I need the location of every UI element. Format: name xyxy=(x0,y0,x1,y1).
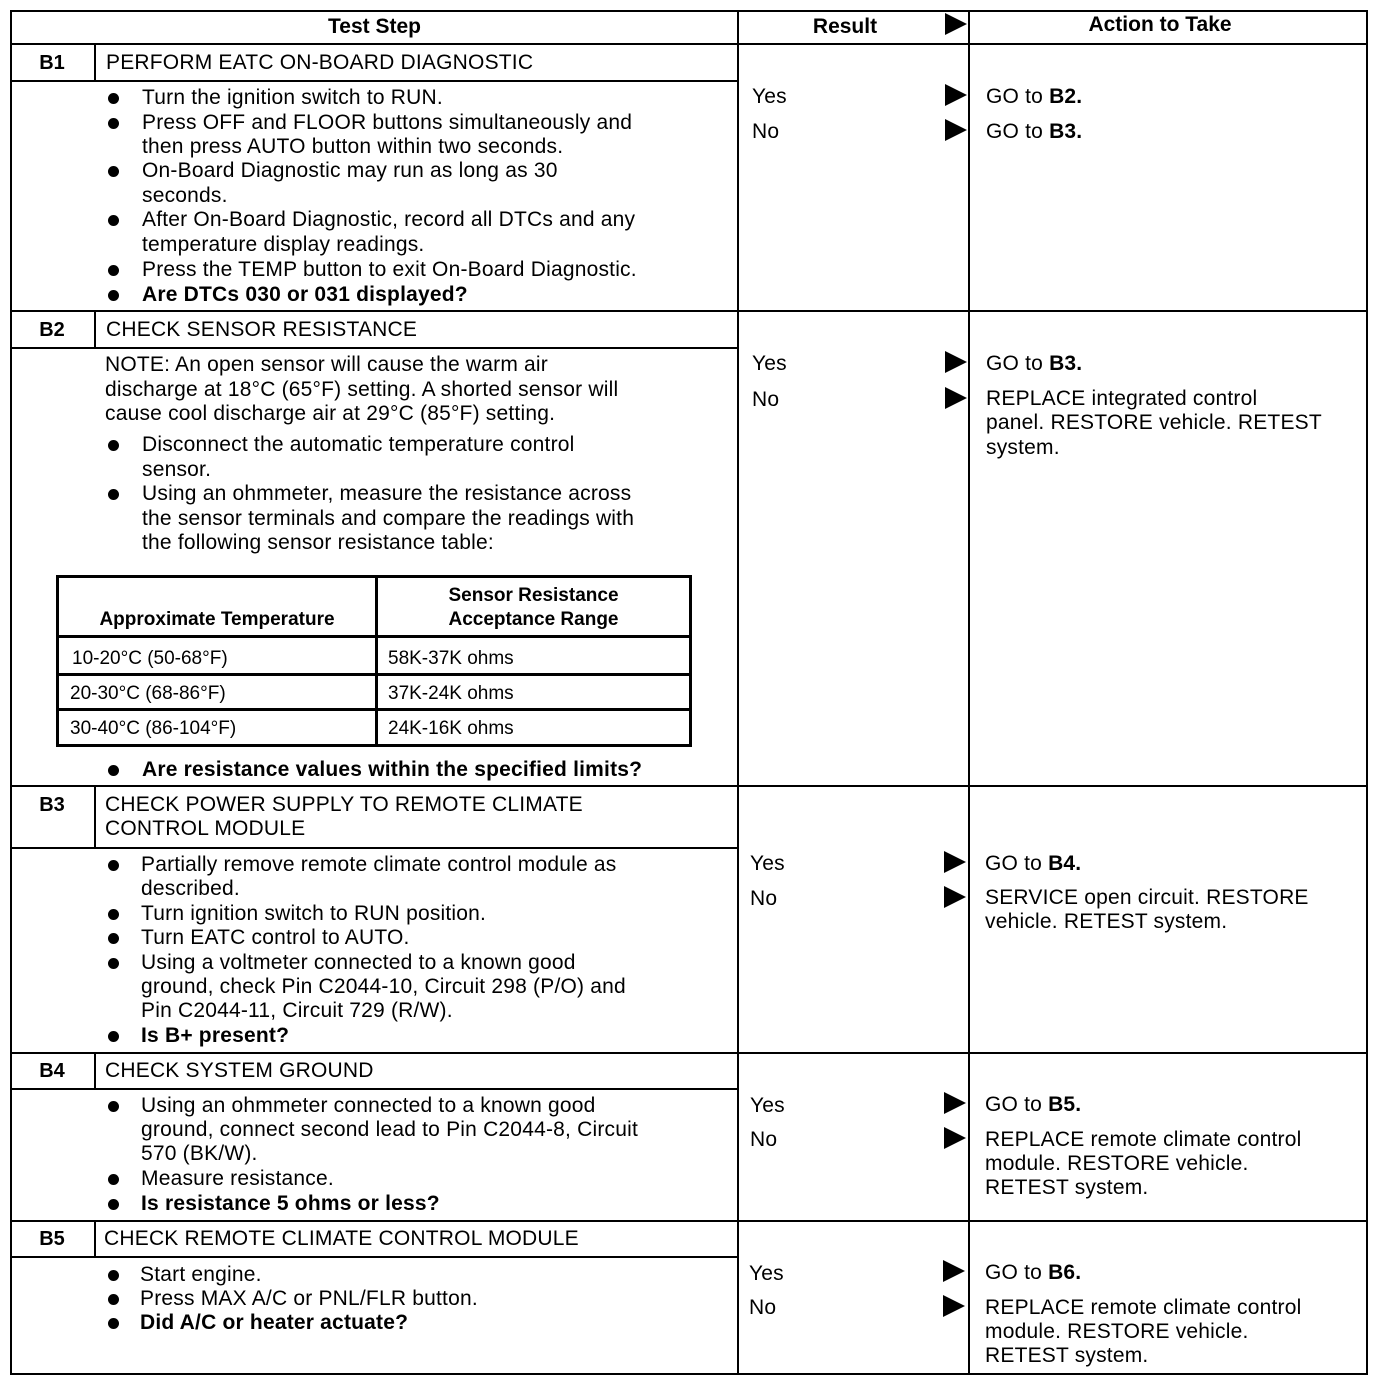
bullet-text: Using an ohmmeter connected to a known good xyxy=(141,1094,596,1117)
bullet-text: the sensor terminals and compare the readings with xyxy=(142,507,635,530)
step-title: CHECK REMOTE CLIMATE CONTROL MODULE xyxy=(104,1227,579,1250)
bullet-text: Measure resistance. xyxy=(141,1167,334,1190)
bullet-icon xyxy=(108,1031,119,1042)
bullet-icon xyxy=(108,765,119,776)
step-title: PERFORM EATC ON-BOARD DIAGNOSTIC xyxy=(106,51,534,74)
bullet-text: temperature display readings. xyxy=(142,233,425,256)
arrow-icon xyxy=(944,1092,966,1114)
result-no: No xyxy=(752,388,780,411)
table-cell: 58K-37K ohms xyxy=(388,648,514,669)
step-title: CHECK SYSTEM GROUND xyxy=(105,1059,374,1082)
header-arrow-icon xyxy=(945,13,967,35)
step-question: Did A/C or heater actuate? xyxy=(140,1311,409,1334)
action-yes: GO to B2. xyxy=(986,85,1083,108)
note-text: cause cool discharge air at 29°C (85°F) setting. xyxy=(105,402,556,425)
action-no: panel. RESTORE vehicle. RETEST xyxy=(986,411,1322,434)
bullet-icon xyxy=(108,440,119,451)
result-yes: Yes xyxy=(752,85,787,108)
bullet-icon xyxy=(108,118,119,129)
table-header-resistance: Acceptance Range xyxy=(448,609,619,630)
step-title: CONTROL MODULE xyxy=(105,817,306,840)
bullet-text: Using an ohmmeter, measure the resistance across xyxy=(142,482,632,505)
bullet-text: Turn the ignition switch to RUN. xyxy=(142,86,443,109)
bullet-icon xyxy=(108,1199,119,1210)
bullet-text: Press MAX A/C or PNL/FLR button. xyxy=(140,1287,478,1310)
bullet-text: Turn ignition switch to RUN position. xyxy=(141,902,487,925)
step-question: Is B+ present? xyxy=(141,1024,290,1047)
step-title: CHECK SENSOR RESISTANCE xyxy=(106,318,418,341)
bullet-icon xyxy=(108,909,119,920)
step-id: B3 xyxy=(39,794,65,816)
bullet-text: 570 (BK/W). xyxy=(141,1142,258,1165)
arrow-icon xyxy=(945,84,967,106)
action-no: REPLACE integrated control xyxy=(986,387,1258,410)
bullet-text: Disconnect the automatic temperature control xyxy=(142,433,575,456)
table-cell: 24K-16K ohms xyxy=(388,718,514,739)
bullet-icon xyxy=(108,93,119,104)
bullet-text: Partially remove remote climate control module as xyxy=(141,853,617,876)
bullet-text: Turn EATC control to AUTO. xyxy=(141,926,410,949)
action-no: RETEST system. xyxy=(985,1344,1149,1367)
step-question: Are DTCs 030 or 031 displayed? xyxy=(142,283,468,306)
action-no: SERVICE open circuit. RESTORE xyxy=(985,886,1309,909)
arrow-icon xyxy=(944,1127,966,1149)
table-cell: 37K-24K ohms xyxy=(388,683,514,704)
arrow-icon xyxy=(945,119,967,141)
action-no: module. RESTORE vehicle. xyxy=(985,1152,1249,1175)
result-yes: Yes xyxy=(750,852,785,875)
bullet-text: then press AUTO button within two seconds. xyxy=(142,135,564,158)
result-yes: Yes xyxy=(749,1262,784,1285)
bullet-icon xyxy=(108,290,119,301)
action-no: RETEST system. xyxy=(985,1176,1149,1199)
bullet-icon xyxy=(108,215,119,226)
bullet-icon xyxy=(108,958,119,969)
bullet-icon xyxy=(108,166,119,177)
arrow-icon xyxy=(945,387,967,409)
bullet-text: the following sensor resistance table: xyxy=(142,531,494,554)
result-no: No xyxy=(749,1296,777,1319)
bullet-icon xyxy=(108,1318,119,1329)
step-id: B5 xyxy=(39,1228,65,1250)
action-no: vehicle. RETEST system. xyxy=(985,910,1228,933)
bullet-text: seconds. xyxy=(142,184,228,207)
result-yes: Yes xyxy=(752,352,787,375)
bullet-text: After On-Board Diagnostic, record all DTCs and any xyxy=(142,208,636,231)
action-no: system. xyxy=(986,436,1060,459)
bullet-text: ground, check Pin C2044-10, Circuit 298 (P/O) and xyxy=(141,975,626,998)
bullet-icon xyxy=(108,1174,119,1185)
action-yes: GO to B3. xyxy=(986,352,1083,375)
bullet-text: Press the TEMP button to exit On-Board Diagnostic. xyxy=(142,258,637,281)
arrow-icon xyxy=(944,886,966,908)
action-no: module. RESTORE vehicle. xyxy=(985,1320,1249,1343)
bullet-icon xyxy=(108,489,119,500)
bullet-text: Pin C2044-11, Circuit 729 (R/W). xyxy=(141,999,453,1022)
result-no: No xyxy=(752,120,780,143)
note-text: discharge at 18°C (65°F) setting. A shorted sensor will xyxy=(105,378,619,401)
step-id: B2 xyxy=(39,319,65,341)
table-header-temperature: Approximate Temperature xyxy=(99,609,335,630)
header-result: Result xyxy=(812,15,878,38)
step-title: CHECK POWER SUPPLY TO REMOTE CLIMATE xyxy=(105,793,583,816)
step-id: B1 xyxy=(39,52,65,74)
result-no: No xyxy=(750,1128,778,1151)
bullet-text: Start engine. xyxy=(140,1263,262,1286)
bullet-text: Using a voltmeter connected to a known good xyxy=(141,951,576,974)
bullet-icon xyxy=(108,933,119,944)
action-no: REPLACE remote climate control xyxy=(985,1128,1302,1151)
action-yes: GO to B5. xyxy=(985,1093,1082,1116)
action-yes: GO to B6. xyxy=(985,1261,1082,1284)
table-header-resistance: Sensor Resistance xyxy=(448,585,619,606)
action-no: GO to B3. xyxy=(986,120,1083,143)
arrow-icon xyxy=(943,1295,965,1317)
header-action: Action to Take xyxy=(1088,13,1232,36)
arrow-icon xyxy=(945,351,967,373)
bullet-icon xyxy=(108,1294,119,1305)
table-cell: 20-30°C (68-86°F) xyxy=(70,683,226,704)
note-text: NOTE: An open sensor will cause the warm air xyxy=(105,353,548,376)
action-no: REPLACE remote climate control xyxy=(985,1296,1302,1319)
bullet-icon xyxy=(108,860,119,871)
bullet-icon xyxy=(108,1101,119,1112)
step-question: Is resistance 5 ohms or less? xyxy=(141,1192,440,1215)
step-question: Are resistance values within the specified limits? xyxy=(142,758,643,781)
header-test-step: Test Step xyxy=(328,15,421,38)
arrow-icon xyxy=(943,1260,965,1282)
bullet-text: sensor. xyxy=(142,458,212,481)
bullet-text: described. xyxy=(141,877,240,900)
table-cell: 30-40°C (86-104°F) xyxy=(70,718,237,739)
bullet-icon xyxy=(108,265,119,276)
step-id: B4 xyxy=(39,1060,65,1082)
bullet-text: ground, connect second lead to Pin C2044-8, Circuit xyxy=(141,1118,638,1141)
bullet-text: On-Board Diagnostic may run as long as 30 xyxy=(142,159,558,182)
result-yes: Yes xyxy=(750,1094,785,1117)
action-yes: GO to B4. xyxy=(985,852,1082,875)
result-no: No xyxy=(750,887,778,910)
bullet-icon xyxy=(108,1270,119,1281)
arrow-icon xyxy=(944,851,966,873)
table-cell: 10-20°C (50-68°F) xyxy=(72,648,228,669)
bullet-text: Press OFF and FLOOR buttons simultaneously and xyxy=(142,111,633,134)
